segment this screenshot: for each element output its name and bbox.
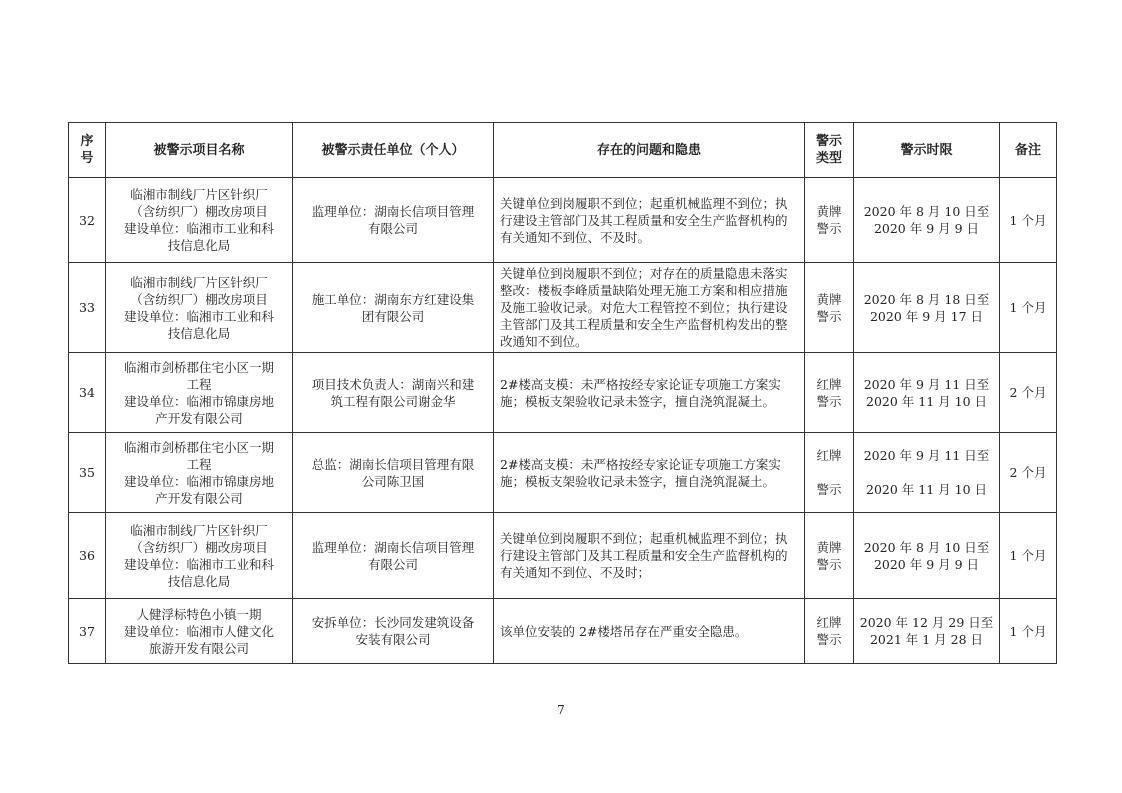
warning-period: 2020 年 8 月 18 日至 2020 年 9 月 17 日 [854, 263, 1000, 353]
warning-period: 2020 年 8 月 10 日至 2020 年 9 月 9 日 [854, 513, 1000, 599]
warning-period: 2020 年 9 月 11 日至 2020 年 11 月 10 日 [854, 353, 1000, 433]
header-unit: 被警示责任单位（个人） [293, 123, 494, 178]
header-no: 序 号 [69, 123, 106, 178]
note: 1 个月 [1000, 178, 1057, 263]
issue-text: 该单位安装的 2#楼塔吊存在严重安全隐患。 [494, 599, 805, 664]
page-number: 7 [557, 703, 565, 717]
project-name: 临湘市剑桥郡住宅小区一期 工程 建设单位：临湘市锦康房地 产开发有限公司 [106, 433, 293, 513]
project-name: 临湘市制线厂片区针织厂 （含纺织厂）棚改房项目 建设单位：临湘市工业和科 技信息化局 [106, 178, 293, 263]
issue-text: 2#楼高支模：未严格按经专家论证专项施工方案实施；模板支架验收记录未签字，擅自浇筑混凝土。 [494, 433, 805, 513]
responsible-unit: 施工单位：湖南东方红建设集 团有限公司 [293, 263, 494, 353]
warning-period: 2020 年 8 月 10 日至 2020 年 9 月 9 日 [854, 178, 1000, 263]
issue-text: 关键单位到岗履职不到位；起重机械监理不到位；执行建设主管部门及其工程质量和安全生产监督机构的有关通知不到位、不及时。 [494, 178, 805, 263]
project-name: 人健浮标特色小镇一期 建设单位：临湘市人健文化 旅游开发有限公司 [106, 599, 293, 664]
header-type: 警示 类型 [805, 123, 854, 178]
warning-type: 红牌 警示 [805, 599, 854, 664]
note: 1 个月 [1000, 263, 1057, 353]
note: 2 个月 [1000, 433, 1057, 513]
responsible-unit: 监理单位：湖南长信项目管理 有限公司 [293, 178, 494, 263]
table-header-row [69, 123, 1057, 178]
responsible-unit: 总监：湖南长信项目管理有限 公司陈卫国 [293, 433, 494, 513]
table-row [69, 263, 1057, 353]
row-number: 32 [69, 178, 106, 263]
row-number: 34 [69, 353, 106, 433]
table-row [69, 353, 1057, 433]
table-row [69, 433, 1057, 513]
row-number: 36 [69, 513, 106, 599]
warning-type: 黄牌 警示 [805, 178, 854, 263]
note: 2 个月 [1000, 353, 1057, 433]
warning-period: 2020 年 12 月 29 日至 2021 年 1 月 28 日 [854, 599, 1000, 664]
project-name: 临湘市制线厂片区针织厂 （含纺织厂）棚改房项目 建设单位：临湘市工业和科 技信息化局 [106, 263, 293, 353]
table-row [69, 178, 1057, 263]
warning-period: 2020 年 9 月 11 日至 2020 年 11 月 10 日 [854, 433, 1000, 513]
warning-table [68, 122, 1057, 664]
warning-type: 红牌 警示 [805, 353, 854, 433]
row-number: 37 [69, 599, 106, 664]
project-name: 临湘市制线厂片区针织厂 （含纺织厂）棚改房项目 建设单位：临湘市工业和科 技信息化局 [106, 513, 293, 599]
header-period: 警示时限 [854, 123, 1000, 178]
issue-text: 2#楼高支模：未严格按经专家论证专项施工方案实施；模板支架验收记录未签字，擅自浇筑混凝土。 [494, 353, 805, 433]
issue-text: 关键单位到岗履职不到位；对存在的质量隐患未落实整改：楼板李峰质量缺陷处理无施工方案和相应措施及施工验收记录。对危大工程管控不到位；执行建设主管部门及其工程质量和安全生产监督机构发出的整改通知不到位。 [494, 263, 805, 353]
warning-type: 黄牌 警示 [805, 263, 854, 353]
header-project: 被警示项目名称 [106, 123, 293, 178]
issue-text: 关键单位到岗履职不到位；起重机械监理不到位；执行建设主管部门及其工程质量和安全生产监督机构的有关通知不到位、不及时； [494, 513, 805, 599]
header-note: 备注 [1000, 123, 1057, 178]
project-name: 临湘市剑桥郡住宅小区一期 工程 建设单位：临湘市锦康房地 产开发有限公司 [106, 353, 293, 433]
responsible-unit: 监理单位：湖南长信项目管理 有限公司 [293, 513, 494, 599]
note: 1 个月 [1000, 599, 1057, 664]
table-row [69, 599, 1057, 664]
row-number: 33 [69, 263, 106, 353]
note: 1 个月 [1000, 513, 1057, 599]
warning-type: 黄牌 警示 [805, 513, 854, 599]
warning-type: 红牌 警示 [805, 433, 854, 513]
responsible-unit: 安拆单位：长沙同发建筑设备 安装有限公司 [293, 599, 494, 664]
row-number: 35 [69, 433, 106, 513]
header-issue: 存在的问题和隐患 [494, 123, 805, 178]
table-row [69, 513, 1057, 599]
responsible-unit: 项目技术负责人：湖南兴和建 筑工程有限公司谢金华 [293, 353, 494, 433]
